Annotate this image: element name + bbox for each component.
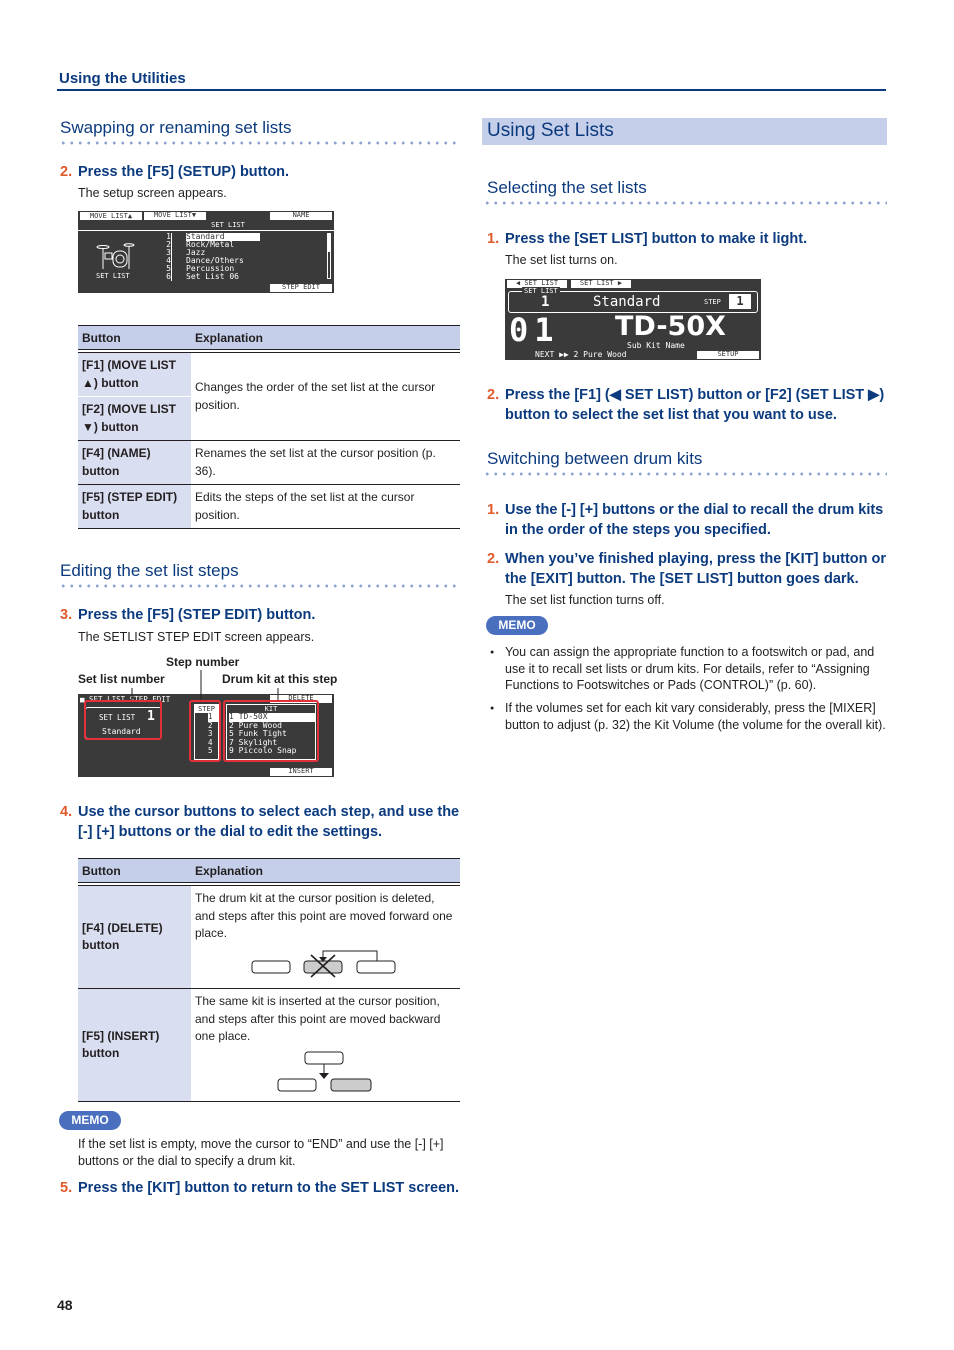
lcd-insert-tab: INSERT xyxy=(270,768,332,776)
callout-lines xyxy=(78,662,338,702)
lcd-kit-name: TD-50X xyxy=(615,311,726,342)
callout-set-list-number: Set list number xyxy=(78,672,165,686)
page-number: 48 xyxy=(57,1297,73,1313)
table-value: Changes the order of the set list at the cursor position. xyxy=(191,353,460,441)
lcd-step-value: 1 xyxy=(729,294,751,309)
step-text: Press the [F5] (STEP EDIT) button. xyxy=(78,607,316,623)
callout-box-kit xyxy=(223,700,319,762)
running-head: Using the Utilities xyxy=(59,70,186,87)
step-number: 2. xyxy=(487,551,500,567)
step-number: 2. xyxy=(60,164,73,180)
memo-badge: MEMO xyxy=(59,1111,121,1130)
delete-diagram-icon xyxy=(251,949,411,979)
step-number: 5. xyxy=(60,1180,73,1196)
table-value: Renames the set list at the cursor position (p. 36). xyxy=(191,441,460,485)
lcd-list-index: 1 xyxy=(166,232,171,241)
lcd-tab-prev-setlist: ◀ SET LIST xyxy=(507,280,567,288)
lcd-list-index: 3 xyxy=(166,248,171,257)
step-desc: The set list turns on. xyxy=(505,253,618,267)
step-text: Use the [-] [+] buttons or the dial to recall the drum kits in the order of the steps you specified. xyxy=(505,502,884,538)
lcd-tab-move-up: MOVE LIST▲ xyxy=(80,212,142,220)
step-desc: The set list function turns off. xyxy=(505,593,665,607)
step-text: When you’ve finished playing, press the [KIT] button or the [EXIT] button. The [SET LIST] button goes dark. xyxy=(505,551,887,587)
drum-kit-icon xyxy=(95,241,135,273)
callout-step-number: Step number xyxy=(166,655,240,669)
swap-button-table xyxy=(78,325,460,529)
lcd-step-index: 5 xyxy=(208,746,213,755)
table-value: Edits the steps of the set list at the cursor position. xyxy=(191,485,460,529)
table-key: [F5] (INSERT) button xyxy=(78,989,191,1102)
lcd-tab-next-setlist: SET LIST ▶ xyxy=(571,280,631,288)
memo-bullet: ● You can assign the appropriate function to a footswitch or pad, and use it to recall set lists or drum kits. For details, refer to “Assigning Functions to Footswitches or Pads (CONTROL)” (p. 60). xyxy=(505,644,887,694)
setup-screen-lcd xyxy=(78,211,334,293)
lcd-kit-item[interactable]: 9 Piccolo Snap xyxy=(229,746,297,755)
lcd-kit-item[interactable]: 5 Funk Tight xyxy=(229,729,287,738)
lcd-list-index: 6 xyxy=(166,272,171,281)
section-divider xyxy=(483,201,887,205)
step-5-edit xyxy=(60,1179,460,1199)
section-title-swap: Swapping or renaming set lists xyxy=(60,118,292,137)
step-3-edit xyxy=(60,606,458,626)
lcd-rule xyxy=(78,230,334,231)
chapter-banner xyxy=(482,118,887,145)
lcd-setlist-list xyxy=(186,233,326,281)
step-text: Use the cursor buttons to select each step, and use the [-] [+] buttons or the dial to edit the settings. xyxy=(78,804,460,840)
section-title-select: Selecting the set lists xyxy=(487,178,647,197)
lcd-tab-move-down: MOVE LIST▼ xyxy=(144,212,206,220)
section-title-switch: Switching between drum kits xyxy=(487,449,703,468)
table-key: [F1] (MOVE LIST ▲) button xyxy=(78,353,191,397)
lcd-setlist-label: SET LIST xyxy=(99,713,136,722)
step-text: Press the [SET LIST] button to make it light. xyxy=(505,231,808,247)
table-header-button: Button xyxy=(78,326,191,350)
table-key: [F2] (MOVE LIST ▼) button xyxy=(78,397,191,441)
lcd-list-item[interactable]: Dance/Others xyxy=(186,256,244,265)
lcd-index-column xyxy=(152,233,172,281)
step-1-switch xyxy=(487,501,887,540)
section-divider xyxy=(59,584,460,588)
lcd-footer-step-edit: STEP EDIT xyxy=(270,284,332,292)
step-number: 4. xyxy=(60,804,73,820)
step-number: 3. xyxy=(60,607,73,623)
lcd-subkit-name: Sub Kit Name xyxy=(627,341,685,350)
step-4-edit xyxy=(60,803,460,842)
section-divider xyxy=(59,141,460,145)
edit-button-table xyxy=(78,858,460,1102)
table-key: [F4] (DELETE) button xyxy=(78,886,191,989)
lcd-title: ■ SET LIST STEP EDIT xyxy=(80,695,171,704)
lcd-list-item[interactable]: Percussion xyxy=(186,264,235,273)
table-key: [F5] (STEP EDIT) button xyxy=(78,485,191,529)
header-rule xyxy=(57,89,886,91)
callout-drum-kit: Drum kit at this step xyxy=(222,672,338,686)
lcd-step-index: 2 xyxy=(208,720,213,730)
lcd-list-item[interactable]: Set List 06 xyxy=(186,272,239,281)
setlist-screen-lcd xyxy=(505,279,761,360)
table-value-insert xyxy=(191,989,460,1102)
step-text: Press the [F5] (SETUP) button. xyxy=(78,164,290,180)
step-2-switch xyxy=(487,550,887,589)
lcd-scrollbar xyxy=(327,233,331,279)
lcd-step-index: 3 xyxy=(208,729,213,738)
lcd-kit-item[interactable]: 2 Pure Wood xyxy=(229,720,282,730)
callout-box-step xyxy=(189,700,221,762)
step-2-select xyxy=(487,386,887,425)
table-value: The drum kit at the cursor position is deleted, and steps after this point are moved forward one place. xyxy=(195,891,453,940)
lcd-list-index: 5 xyxy=(166,264,171,273)
lcd-setlist-number: 1 xyxy=(147,709,155,724)
lcd-list-item[interactable]: Rock/Metal xyxy=(186,240,235,249)
lcd-step-label: STEP xyxy=(704,298,721,306)
lcd-kit-item[interactable]: 1 TD-50X xyxy=(229,713,315,722)
table-value-delete xyxy=(191,886,460,989)
table-value: The same kit is inserted at the cursor position, and steps after this point are moved backward one place. xyxy=(195,994,441,1043)
table-header-button: Button xyxy=(78,859,191,883)
lcd-setlist-box xyxy=(508,287,758,313)
lcd-list-item[interactable]: Jazz xyxy=(186,248,206,257)
lcd-kit-header: KIT xyxy=(264,705,278,713)
lcd-kit-item[interactable]: 7 Skylight xyxy=(229,737,278,747)
step-number: 1. xyxy=(487,502,500,518)
lcd-step-index: 1 xyxy=(208,713,218,722)
step-1-select xyxy=(487,230,887,250)
lcd-setlist-name: Standard xyxy=(593,294,661,310)
lcd-list-index: 2 xyxy=(166,240,171,249)
lcd-tab-name: NAME xyxy=(270,212,332,220)
lcd-setlist-name: Standard xyxy=(102,727,141,736)
lcd-step-index: 4 xyxy=(208,737,213,747)
lcd-header: SET LIST xyxy=(211,221,245,229)
lcd-delete-tab: DELETE xyxy=(270,695,332,703)
chapter-title: Using Set Lists xyxy=(487,120,614,141)
lcd-list-item[interactable]: Standard xyxy=(186,233,260,241)
table-header-explanation: Explanation xyxy=(191,859,460,883)
lcd-next-kit: NEXT ▶▶ 2 Pure Wood xyxy=(535,350,627,359)
step-2-swap xyxy=(60,163,458,183)
step-text: Press the [KIT] button to return to the SET LIST screen. xyxy=(78,1180,460,1196)
lcd-setlist-label: SET LIST xyxy=(524,287,558,295)
step-number: 2. xyxy=(487,387,500,403)
lcd-icon-label: SET LIST xyxy=(96,272,130,280)
section-title-edit: Editing the set list steps xyxy=(60,561,239,580)
step-number: 1. xyxy=(487,231,500,247)
lcd-list-index: 4 xyxy=(166,256,171,265)
lcd-kit-number: 01 xyxy=(509,311,560,349)
lcd-setup-tab: SETUP xyxy=(697,351,759,359)
memo-bullet: ● If the volumes set for each kit vary considerably, press the [MIXER] button to adjust (p. 32) the Kit Volume (the volume for the overall kit). xyxy=(505,700,887,733)
section-divider xyxy=(483,472,887,476)
lcd-setlist-number: 1 xyxy=(541,294,550,310)
callout-box-set-list xyxy=(84,700,162,740)
table-header-explanation: Explanation xyxy=(191,326,460,350)
memo-badge: MEMO xyxy=(486,616,548,635)
table-key: [F4] (NAME) button xyxy=(78,441,191,485)
insert-diagram-icon xyxy=(277,1050,387,1092)
lcd-step-header: STEP xyxy=(195,705,218,713)
step-desc: The setup screen appears. xyxy=(78,186,227,200)
step-text: Press the [F1] (◀ SET LIST) button or [F2] (SET LIST ▶) button to select the set list that you want to use. xyxy=(505,387,885,423)
step-desc: The SETLIST STEP EDIT screen appears. xyxy=(78,630,315,644)
memo-text: If the set list is empty, move the cursor to “END” and use the [-] [+] buttons or the dial to specify a drum kit. xyxy=(78,1137,444,1168)
